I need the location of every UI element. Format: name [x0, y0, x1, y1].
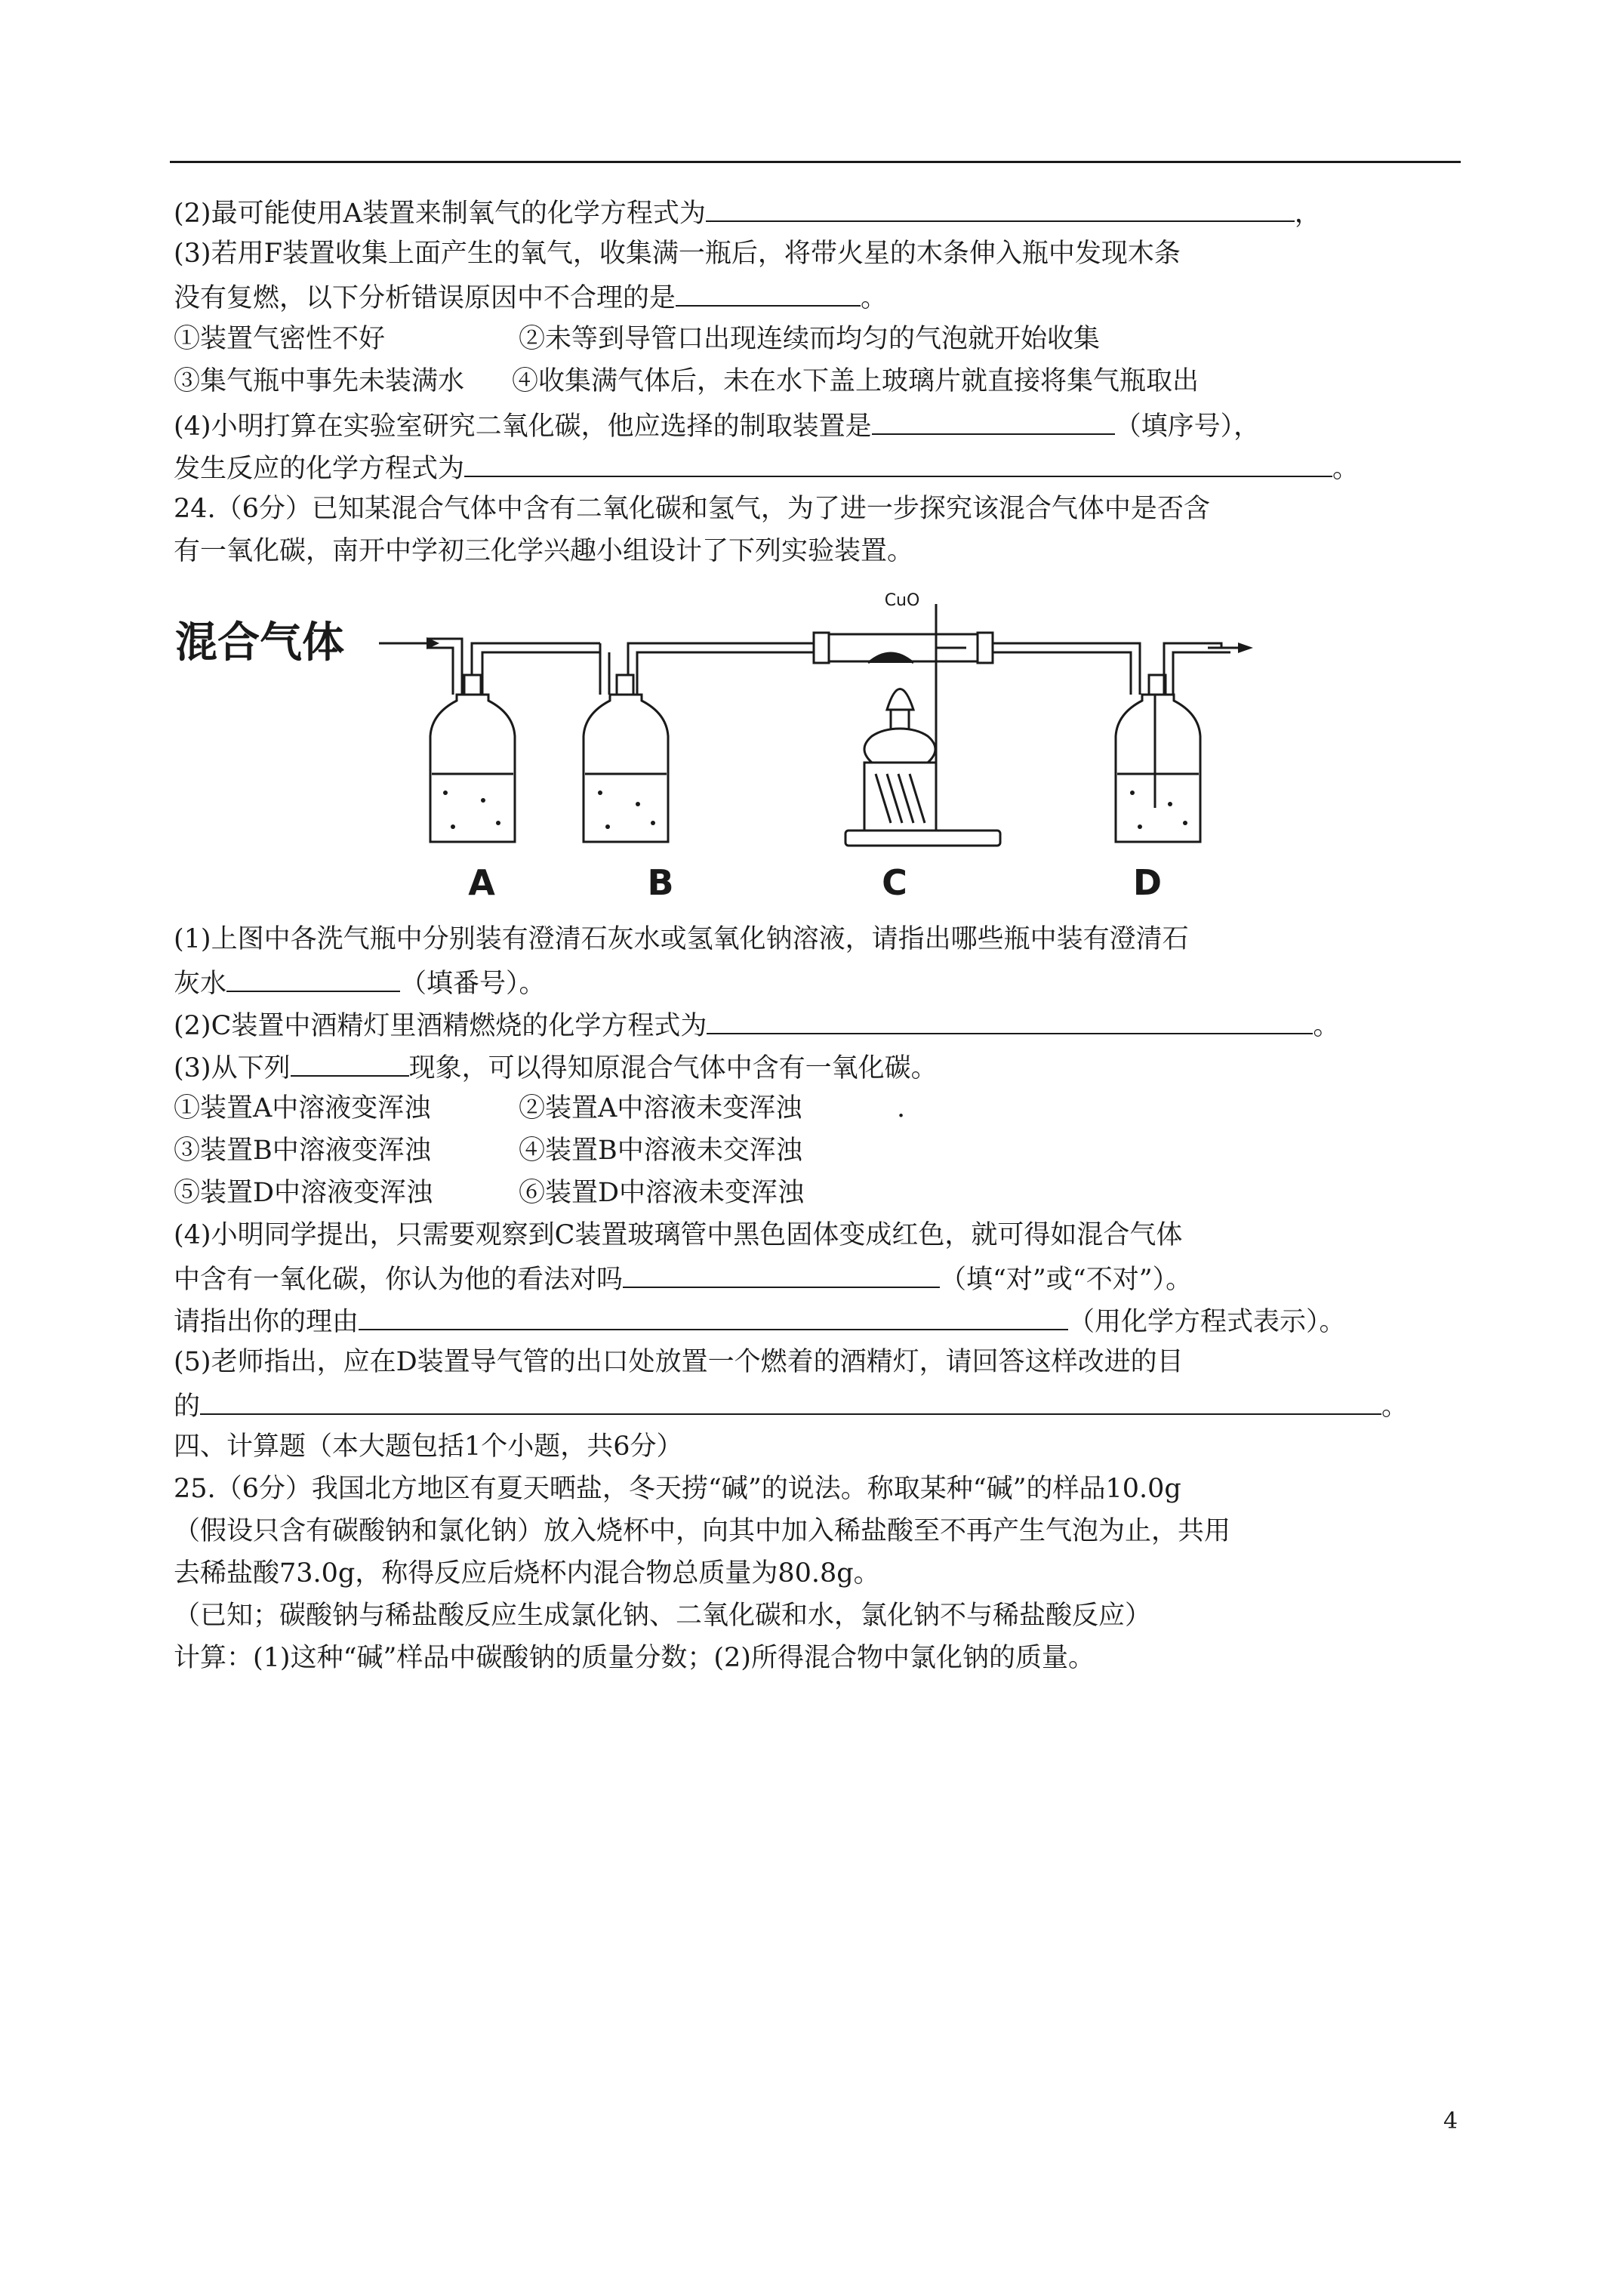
q23-part4-answer-blank[interactable] [872, 408, 1115, 435]
q24-part4-end: （填“对”或“不对”）。 [940, 1265, 1193, 1295]
header-rule [170, 161, 1461, 163]
q24-part5-text: 的 [174, 1391, 201, 1422]
q24-part4c-end: （用化学方程式表示）。 [1068, 1307, 1346, 1337]
q23-option-1: ①装置气密性不好 [174, 324, 386, 354]
q24-part1-line2 [174, 965, 546, 1000]
q23-part3-line2 [174, 279, 887, 315]
label-d: D [1132, 862, 1163, 903]
q24-part3-answer-blank[interactable] [291, 1049, 409, 1077]
q24-part5-line1: (5)老师指出，应在D装置导气管的出口处放置一个燃着的酒精灯，请回答这样改进的目 [174, 1347, 1184, 1377]
q24-part3-text: (3)从下列 [174, 1053, 291, 1083]
q24-part2 [174, 1007, 1339, 1043]
q25-line5: 计算：(1)这种“碱”样品中碳酸钠的质量分数；(2)所得混合物中氯化钠的质量。 [174, 1643, 1095, 1673]
label-c: C [882, 862, 907, 903]
q23-part4-line1 [174, 408, 1260, 443]
q24-part5-end: 。 [1381, 1391, 1409, 1422]
q23-part4b-end: 。 [1332, 454, 1360, 484]
q23-part3-line1: (3)若用F装置收集上面产生的氧气，收集满一瓶后，将带火星的木条伸入瓶中发现木条 [174, 239, 1181, 269]
q25-line3: 去稀盐酸73.0g，称得反应后烧杯内混合物总质量为80.8g。 [174, 1558, 880, 1589]
cuo-label: CuO [884, 591, 920, 610]
q24-part5-line2 [174, 1388, 1408, 1423]
q24-part4-line1: (4)小明同学提出，只需要观察到C装置玻璃管中黑色固体变成红色，就可得如混合气体 [174, 1220, 1183, 1250]
q23-part3-end: 。 [861, 283, 888, 313]
q24-intro-line1: 24.（6分）已知某混合气体中含有二氧化碳和氢气，为了进一步探究该混合气体中是否含 [174, 494, 1210, 524]
q24-part1-end: （填番号）。 [400, 969, 546, 999]
q24-part5-answer-blank[interactable] [200, 1388, 1381, 1415]
q23-option-4: ④收集满气体后，未在水下盖上玻璃片就直接将集气瓶取出 [512, 366, 1200, 396]
q24-option-3: ③装置B中溶液变浑浊 [174, 1136, 431, 1166]
page-number: 4 [1443, 2108, 1458, 2134]
q23-part3-text: 没有复燃，以下分析错误原因中不合理的是 [174, 283, 676, 313]
q25-line2: （假设只含有碳酸钠和氯化钠）放入烧杯中，向其中加入稀盐酸至不再产生气泡为止，共用 [174, 1516, 1231, 1546]
q24-option-6: ⑥装置D中溶液未变浑浊 [519, 1178, 805, 1208]
q23-options-row2 [174, 365, 1200, 398]
q24-part4-text: 中含有一氧化碳，你认为他的看法对吗 [174, 1265, 624, 1295]
q24-part4c-answer-blank[interactable] [359, 1303, 1068, 1330]
q25-line4: （已知；碳酸钠与稀盐酸反应生成氯化钠、二氧化碳和水，氯化钠不与稀盐酸反应） [174, 1601, 1152, 1631]
q24-part4c-text: 请指出你的理由 [174, 1307, 359, 1337]
q23-options-row1 [174, 322, 1101, 356]
q23-part2-end: ， [1294, 199, 1321, 229]
q24-option-1: ①装置A中溶液变浑浊 [174, 1093, 431, 1123]
q23-part2-text: (2)最可能使用A装置来制氧气的化学方程式为 [174, 199, 706, 229]
q24-part3-end: 现象，可以得知原混合气体中含有一氧化碳。 [408, 1053, 938, 1083]
q23-part4-end: （填序号）， [1114, 411, 1261, 442]
label-b: B [647, 862, 674, 903]
q25-line1: 25.（6分）我国北方地区有夏天晒盐，冬天捞“碱”的说法。称取某种“碱”的样品10.0g [174, 1474, 1181, 1504]
q24-option-2: ②装置A中溶液未变浑浊 [519, 1093, 802, 1123]
q24-part1-answer-blank[interactable] [226, 965, 400, 992]
q24-option-2-dot: . [897, 1093, 906, 1123]
q24-options-row1 [174, 1092, 906, 1125]
q24-part1-text: 灰水 [174, 969, 227, 999]
q24-part4-line2 [174, 1261, 1192, 1296]
q24-part3 [174, 1049, 938, 1085]
section-4-heading: 四、计算题（本大题包括1个小题，共6分） [174, 1432, 683, 1462]
q23-part3-answer-blank[interactable] [676, 279, 861, 307]
q24-part1-line1: (1)上图中各洗气瓶中分别装有澄清石灰水或氢氧化钠溶液，请指出哪些瓶中装有澄清石 [174, 924, 1189, 954]
q24-options-row3 [174, 1176, 805, 1210]
q23-part4-text: (4)小明打算在实验室研究二氧化碳，他应选择的制取装置是 [174, 411, 872, 442]
q24-intro-line2: 有一氧化碳，南开中学初三化学兴趣小组设计了下列实验装置。 [174, 536, 914, 566]
q24-option-5: ⑤装置D中溶液变浑浊 [174, 1178, 433, 1208]
q24-part4-line3 [174, 1303, 1346, 1339]
q24-part2-end: 。 [1313, 1011, 1340, 1041]
q24-option-4: ④装置B中溶液未交浑浊 [519, 1136, 802, 1166]
q24-part2-text: (2)C装置中酒精灯里酒精燃烧的化学方程式为 [174, 1011, 707, 1041]
q24-options-row2 [174, 1134, 802, 1167]
q23-option-2: ②未等到导管口出现连续而均匀的气泡就开始收集 [519, 324, 1101, 354]
q23-part2 [174, 195, 1321, 230]
apparatus-figure [166, 574, 1261, 914]
q23-part4-line2 [174, 450, 1359, 485]
mixed-gas-label: 混合气体 [175, 618, 344, 667]
label-a: A [468, 862, 495, 903]
q23-part2-answer-blank[interactable] [706, 195, 1295, 222]
q24-part4-answer-blank[interactable] [623, 1261, 940, 1288]
q23-part4b-text: 发生反应的化学方程式为 [174, 454, 465, 484]
q24-part2-answer-blank[interactable] [707, 1007, 1313, 1034]
q23-part4b-answer-blank[interactable] [464, 450, 1332, 477]
q23-option-3: ③集气瓶中事先未装满水 [174, 366, 465, 396]
